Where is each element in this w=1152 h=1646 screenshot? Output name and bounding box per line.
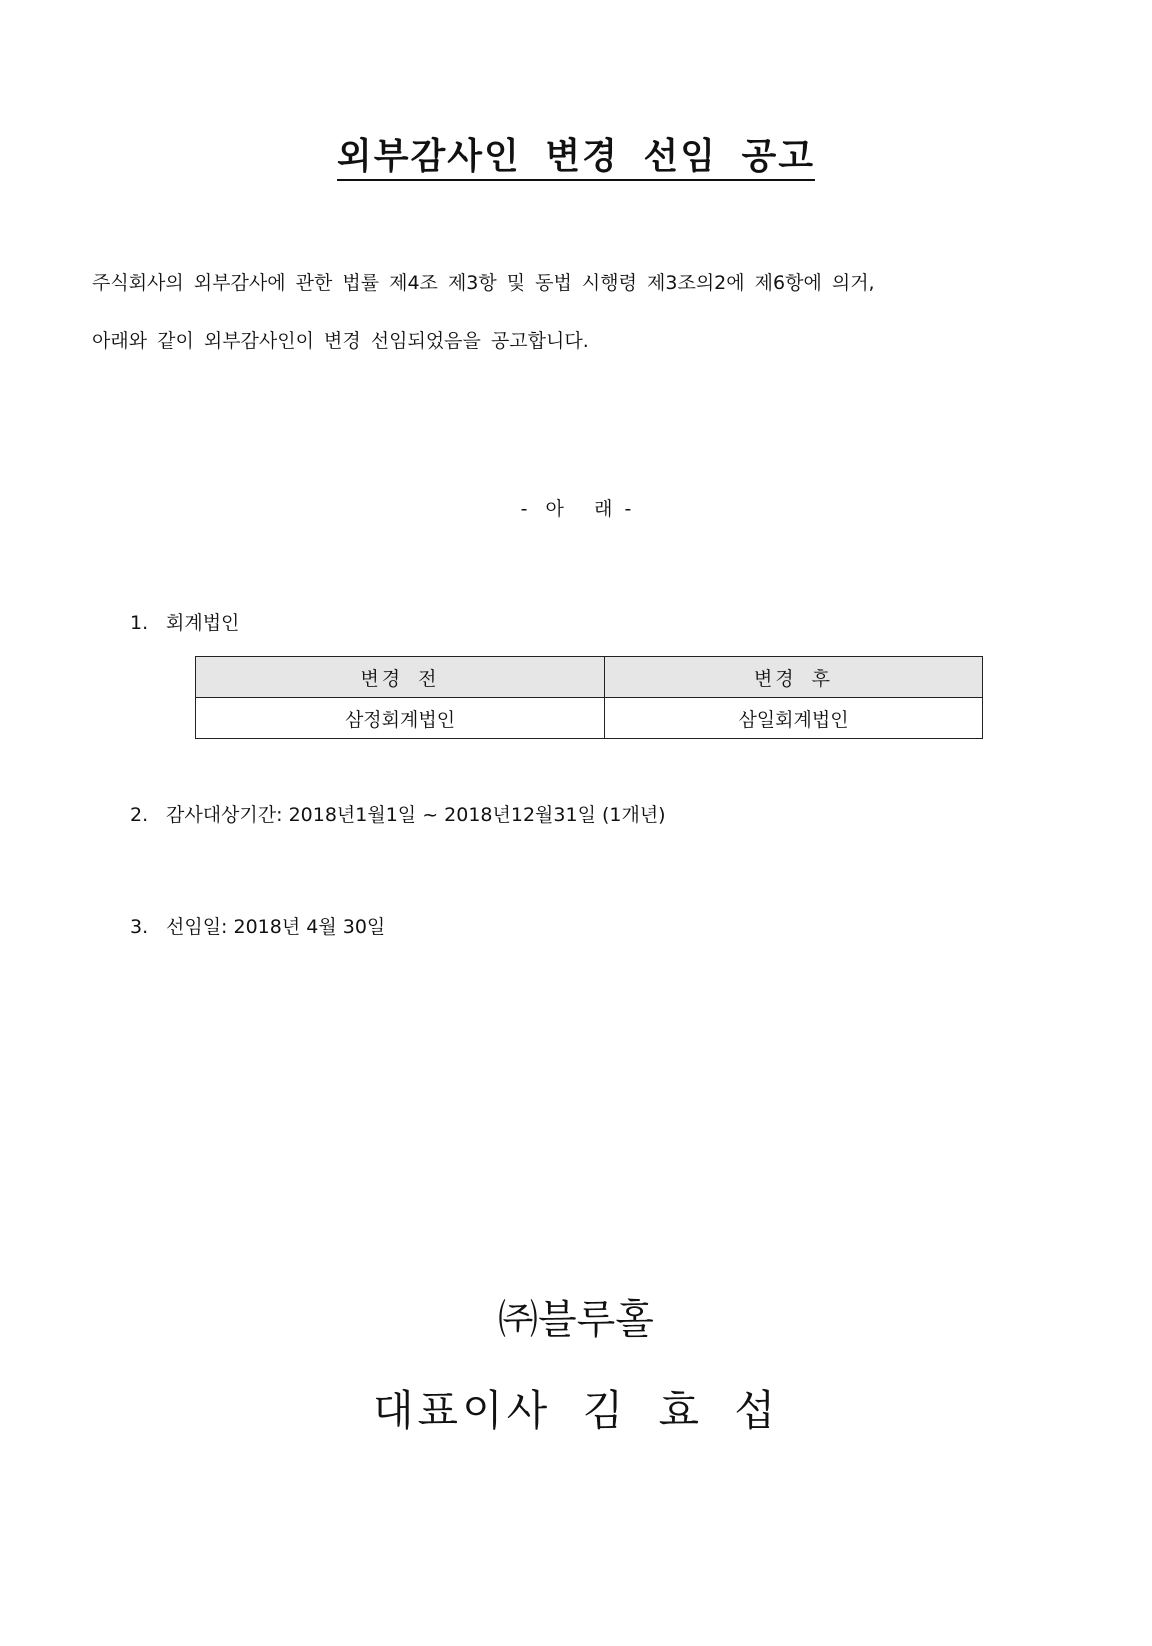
table-header-after: 변경 후: [605, 657, 983, 698]
table-header-before: 변경 전: [196, 657, 605, 698]
list-item: [130, 800, 666, 827]
intro-line-1: 주식회사의 외부감사에 관한 법률 제4조 제3항 및 동법 시행령 제3조의2에 제6항에 의거,: [92, 272, 875, 294]
table-header-row: [196, 657, 983, 698]
intro-line-2: 아래와 같이 외부감사인이 변경 선임되었음을 공고합니다.: [92, 330, 589, 352]
table-cell-before: 삼정회계법인: [196, 698, 605, 739]
list-item: [130, 608, 239, 635]
list-item-number: 2.: [130, 804, 149, 826]
document-title-text: 외부감사인 변경 선임 공고: [337, 136, 815, 181]
list-item: [130, 912, 385, 939]
table-cell-after: 삼일회계법인: [605, 698, 983, 739]
auditor-change-table: [195, 656, 983, 739]
list-item-text: 선임일: 2018년 4월 30일: [166, 916, 386, 938]
company-name: ㈜블루홀: [498, 1297, 654, 1343]
list-item-text: 회계법인: [166, 612, 240, 634]
table-row: [196, 698, 983, 739]
list-item-text: 감사대상기간: 2018년1월1일 ~ 2018년12월31일 (1개년): [166, 804, 666, 826]
list-item-number: 1.: [130, 612, 149, 634]
list-item-number: 3.: [130, 916, 149, 938]
below-section-marker: - 아 래 -: [520, 498, 632, 520]
ceo-signature-line: 대표이사 김 효 섭: [372, 1386, 780, 1435]
document-title: [0, 128, 1152, 179]
